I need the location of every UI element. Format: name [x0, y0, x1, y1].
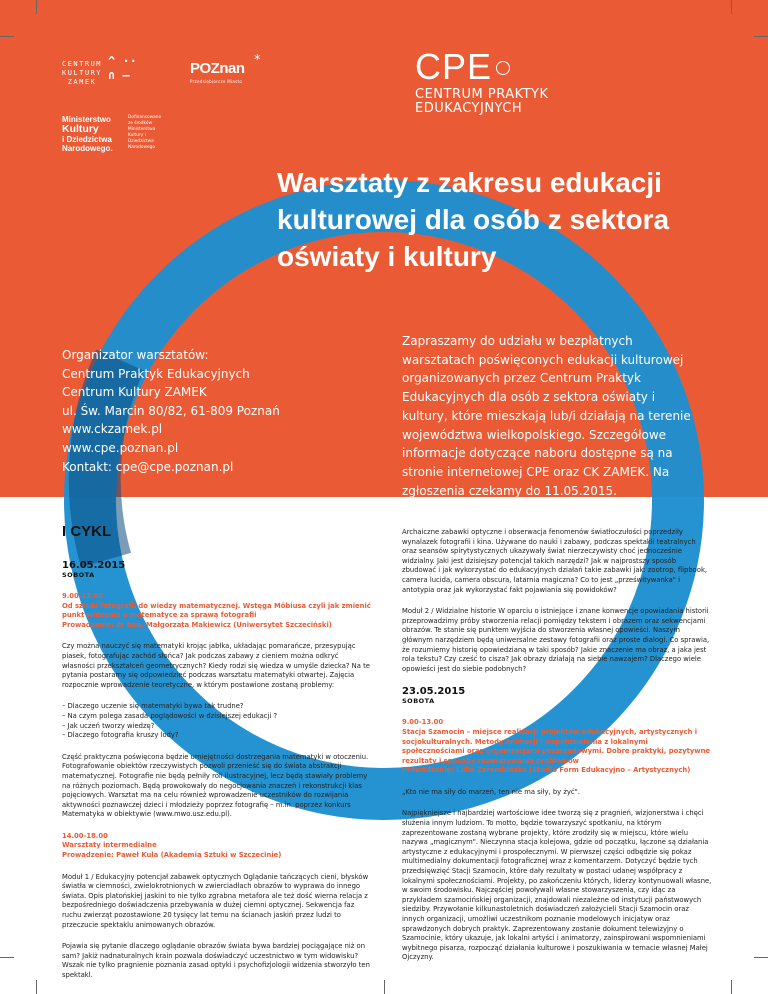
- ministry-logo: Ministerstwo Kultury i Dziedzictwa Narodowego.: [62, 115, 113, 153]
- right-column: [402, 528, 712, 975]
- crop-mark: [36, 980, 37, 994]
- list-item: – Dlaczego uczenie się matematyki bywa tak trudne?: [62, 702, 244, 711]
- crop-mark: [731, 0, 732, 14]
- session3-time: 9.00-13.00: [402, 718, 444, 727]
- cpe-name: CENTRUM PRAKTYK EDUKACYJNYCH: [415, 87, 549, 116]
- crop-mark: [754, 957, 768, 958]
- session3-quote: „Kto nie ma siły do marzeń, ten nie ma siły, by żyć".: [402, 787, 580, 796]
- poznan-star-icon: *: [254, 53, 261, 68]
- session1-text-2: Część praktyczna poświęcona będzie umiejętności dostrzegania matematyki w otoczeniu. Fotografowanie obiektów rzeczywistych pozwoli przenieść się do świata abstrakcji matematycznej. Fotografie nie będą pełniły roli ilustracyjnej, lecz będą stawiały problemy na różnych poziomach. Będą prowokowały do negocjowania znaczeń i rekonstrukcji klas pojęciowych. Warsztat ma na celu również wprowadzenie uczestników do rozwijania aktywności poznawczej dzieci i młodzieży poprzez fotografię – m.in. poprzez konkurs Matematyka w obiektywie (www.mwo.usz.edu.pl).: [62, 752, 369, 819]
- session3-text: Najpiękniejsze i najbardziej wartościowe idee tworzą się z pragnień, wizjonerstwa i chęci służenia innym ludziom. To motto, będzie towarzyszyć spotkaniu, na którym zaprezentowane zostaną wybrane projekty, które zrodziły się w miejscu, które wielu nazywa „magicznym". Nieczynna stacja kolejowa, gdzie od początku, łączone są działania artystyczne z edukacyjnymi i prospołecznymi. W pierwszej części odbędzie się pokaz multimedialny dokumentacji fotograficznej wraz z komentarzem. Dotyczyć będzie tych przedsięwzięć Stacji Szamocin, które dały rezultaty w postaci udanej współpracy z lokalnymi społecznościami. Projekty, po zakończeniu których, liderzy kontynuowali własne, w swoim środowisku. Najczęściej powoływali własne stowarzyszenia, czy idąc za przykładem szamocińskiej organizacji, znajdowali niezależne od instytucji państwowych siedziby. Przywołanie kilkunastoletnich doświadczeń założycieli Stacji Szamocin oraz innych organizacji, umożliwi uczestnikom poznanie modelowych inicjatyw oraz sprawdzonych dobrych praktyk. Zaprezentowany zostanie dokument telewizyjny o Szamocinie, który ukazuje, jak lokalni artyści i animatorzy, zainspirowani wspomnieniami wybitnego pisarza, rozpocząć działania kulturowe i poszukiwania w temacie własnej Małej Ojczyzny.: [402, 809, 712, 962]
- session2-text-3: Archaiczne zabawki optyczne i obserwacja fenomenów światłoczułości poprzedziły wynalazek fotografii i kina. Używane do nauki i zabawy, podczas spektakli teatralnych oraz seansów spirytystycznych ukazywały świat nierzeczywisty choć jednocześnie widzialny. Jaki jest dzisiejszy potencjał takich narzędzi? Jak w najprostszy sposób zbudować i jak wykorzystać do edukacyjnych działań takie zabawki jak: zootrop, flipbook, camera lucida, camera obscura, latarnia magiczna? Co to jest „prześwitywanka" i antotypia oraz jak wykorzystać fakt pojawiania się powidoków?: [402, 528, 708, 594]
- cpe-circle-icon: [496, 61, 510, 75]
- day1-weekday: SOBOTA: [62, 571, 95, 579]
- session1-questions: [62, 702, 372, 740]
- poznan-logo: POZnan: [190, 60, 245, 77]
- list-item: – Jak uczeń tworzy wiedzę?: [62, 721, 155, 730]
- session2-title: Warsztaty intermedialne: [62, 841, 157, 850]
- day2-weekday: SOBOTA: [402, 697, 435, 706]
- day1-date: 16.05.2015: [62, 560, 126, 571]
- crop-mark: [754, 36, 768, 37]
- session2-time: 14.00-18.00: [62, 831, 108, 840]
- crop-mark: [36, 0, 37, 14]
- crop-mark: [731, 980, 732, 994]
- session1-time: 9.00-13.00: [62, 592, 104, 600]
- crop-mark: [0, 957, 14, 958]
- funding-note: Dofinansowano ze środków Ministerstwa Kultury i Dziedzictwa Narodowego: [128, 115, 162, 150]
- page-title: Warsztaty z zakresu edukacji kulturowej dla osób z sektora oświaty i kultury: [277, 167, 670, 272]
- session2-lead: Prowadzenie: Paweł Kula (Akademia Sztuki w Szczecinie): [62, 851, 282, 860]
- crop-mark: [384, 980, 385, 994]
- organizer-info: Organizator warsztatów: Centrum Praktyk Edukacyjnych Centrum Kultury ZAMEK ul. Św. Marcin 80/82, 61-809 Poznań www.ckzamek.pl www.cpe.poznan.pl Kontakt: cpe@cpe.poznan.pl: [62, 346, 280, 476]
- crop-mark: [0, 36, 14, 37]
- contact-email[interactable]: Kontakt: cpe@cpe.poznan.pl: [62, 459, 234, 474]
- list-item: – Na czym polega zasada poglądowości w dzisiejszej edukacji ?: [62, 711, 278, 720]
- session1-title: Od sztuki fotografii do wiedzy matematycznej. Wstęga Möbiusa czyli jak zmienić punkt widzenia o matematyce za sprawą fotografii: [62, 601, 371, 620]
- ckz-logo: CENTRUM KULTURY ZAMEK: [62, 60, 103, 86]
- intro-text: Zapraszamy do udziału w bezpłatnych warsztatach poświęconych edukacji kulturowej organizowanych przez Centrum Praktyk Edukacyjnych dla osób z sektora oświaty i kultury, które mieszkają lub/i działają na terenie województwa wielkopolskiego. Szczegółowe informacje dotyczące naboru dostępne są na stronie internetowej CPE oraz CK ZAMEK. Na zgłoszenia czekamy do 11.05.2015.: [402, 334, 691, 498]
- list-item: – Dlaczego fotografia kruszy lody?: [62, 731, 179, 740]
- session2-text-2: Pojawia się pytanie dlaczego oglądanie obrazów świata bywa bardziej pociągające niż on sam? Jakiż nadnaturalnych krain pozwala doświadczyć uczestnictwo w tym widowisku? Wszak nie tylko pragnienie poznania zasad optyki i psychofizjologii widzenia stworzyło ten spektakl.: [62, 942, 370, 979]
- cpe-link[interactable]: www.cpe.poznan.pl: [62, 440, 179, 455]
- cycle-heading: I CYKL: [62, 523, 112, 540]
- session2-module2: Moduł 2 / Widzialne historie W oparciu o istniejące i znane konwencje opowiadania historii przeprowadzimy próby stworzenia relacji pomiędzy tekstem i obrazem oraz sekwencjami obrazów. Te stanie się punktem wyjścia do stworzenia własnej opowieści. Naszym głównym narzędziem będą uniwersalne zestawy fotografii oraz proste dialogi. Co sprawia, że rozumiemy historię opowiedzianą w taki sposób? Jakie znaczenie ma obraz, a jaka jest rola tekstu? Czy cześć to cisza? Jak obrazy działają na siebie nawzajem? Dlaczego wiele opowieści jest do siebie podobnych?: [402, 607, 710, 673]
- session3-title: Stacja Szamocin – miejsce realizacji projektów edukacyjnych, artystycznych i socjokulturalnych. Metody animacji i współdziałania z lokalnymi społecznościami oraz organizacjami pozarządowymi. Dobre praktyki, pozytywne rezultaty i sposoby rozwiązywania problemów: [402, 727, 711, 765]
- cpe-logo: CPE: [415, 46, 493, 87]
- ckzamek-link[interactable]: www.ckzamek.pl: [62, 422, 163, 437]
- day2-date: 23.05.2015: [402, 686, 466, 698]
- session1-lead: Prowadzenie: dr hab. Małgorzata Makiewicz (Uniwersytet Szczeciński): [62, 620, 332, 629]
- session1-text: Czy można nauczyć się matematyki krojąc jabłka, układając pomarańcze, przesypując piasek, fotografując zachód słońca? Jak podczas zabawy z cieniem można odkryć własności przekształceń geometrycznych? Kiedy rodzi się wiedza w umyśle dziecka? Na te pytania postaramy się odpowiedzieć podczas warsztatu matematyki otwartej. Zajęcia rozpocznie wprowadzenie teoretyczne, w którym postawione zostaną problemy:: [62, 642, 370, 689]
- ckz-mark-icon: ^ ·· ∩ —: [108, 54, 137, 82]
- left-column: [62, 524, 372, 993]
- session3-lead: Prowadzenie: Lidia Zarembińska (Studio Form Edukacyjno – Artystycznych): [402, 766, 691, 775]
- poznan-tagline: Przedsiębiorcze Miasto: [190, 79, 243, 84]
- session2-text: Moduł 1 / Edukacyjny potencjał zabawek optycznych Oglądanie tańczących cieni, błysków światła w ciemności, zwielokrotnionych w zwierciadłach obrazów to wyprawa do innego świata. Opis platońskiej jaskini to nie tylko zgrabna metafora ale też dość wierna relacja z bezpośredniego doświadczenia przebywania w dużej ciemni optycznej. Sekwencja faz ruchu zwierząt pozostawione 20 tysięcy lat temu na ścianach jaskiń przez ludzi to przeczucie spektaklu animowanych obrazów.: [62, 872, 369, 929]
